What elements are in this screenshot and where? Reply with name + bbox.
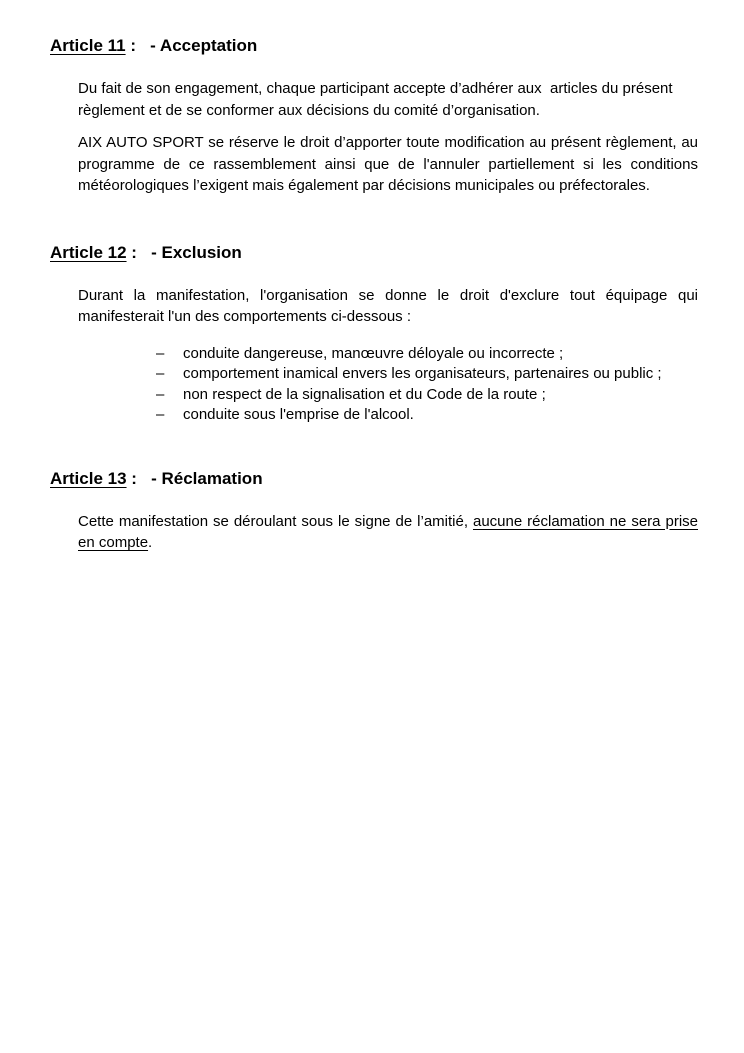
dash-bullet-marker: – (156, 406, 165, 423)
article-11-paragraph-1: Du fait de son engagement, chaque participant accepte d’adhérer aux articles du présent règlement et de se conformer aux décisions du comité d’organisation. (78, 80, 677, 119)
dash-bullet-marker: – (156, 385, 165, 403)
article-13-paragraph (78, 511, 698, 554)
article-12-paragraph: Durant la manifestation, l'organisation se donne le droit d'exclure tout équipage qui manifesterait l'un des comportements ci-dessous : (78, 286, 698, 325)
article-12-title: - Exclusion (151, 242, 242, 262)
bullet-text: conduite sous l'emprise de l'alcool. (183, 406, 414, 423)
article-11-section (50, 36, 698, 197)
behaviour-bullet-list (156, 344, 721, 426)
paragraph-underlined-segment: aucune réclamation ne sera prise en compte (78, 512, 699, 551)
article-12-separator: : (126, 242, 152, 262)
bullet-text: conduite dangereuse, manœuvre déloyale ou incorrecte ; (183, 344, 564, 362)
bullet-item (156, 405, 721, 426)
article-13-separator: : (126, 468, 152, 488)
article-11-number: Article 11 (50, 36, 126, 55)
article-12-heading (50, 243, 698, 263)
bullet-item (156, 344, 721, 365)
article-11-paragraph-2: AIX AUTO SPORT se réserve le droit d’apporter toute modification au présent règlement, au programme de ce rassemblement ainsi que de l'annuler partiellement si les conditions météorologiques l’exigent mais également par décisions municipales ou préfectorales. (78, 134, 698, 194)
article-11-title: - Acceptation (150, 36, 258, 55)
article-13-heading (50, 469, 698, 489)
paragraph-period: . (148, 534, 153, 551)
bullet-text: non respect de la signalisation et du Code de la route ; (183, 385, 546, 403)
article-13-title: - Réclamation (151, 468, 263, 488)
dash-bullet-marker: – (156, 344, 165, 362)
article-11-separator: : (125, 36, 151, 55)
article-13-number: Article 13 (50, 468, 127, 488)
article-11-heading (50, 36, 698, 56)
dash-bullet-marker: – (156, 365, 165, 382)
bullet-text: comportement inamical envers les organisateurs, partenaires ou public ; (183, 365, 662, 382)
bullet-item (156, 364, 721, 385)
paragraph-plain-segment: Cette manifestation se déroulant sous le signe de l’amitié, (78, 512, 473, 530)
article-13-section (50, 469, 698, 554)
article-12-section (50, 243, 698, 426)
article-12-number: Article 12 (50, 242, 127, 262)
bullet-item (156, 385, 721, 406)
